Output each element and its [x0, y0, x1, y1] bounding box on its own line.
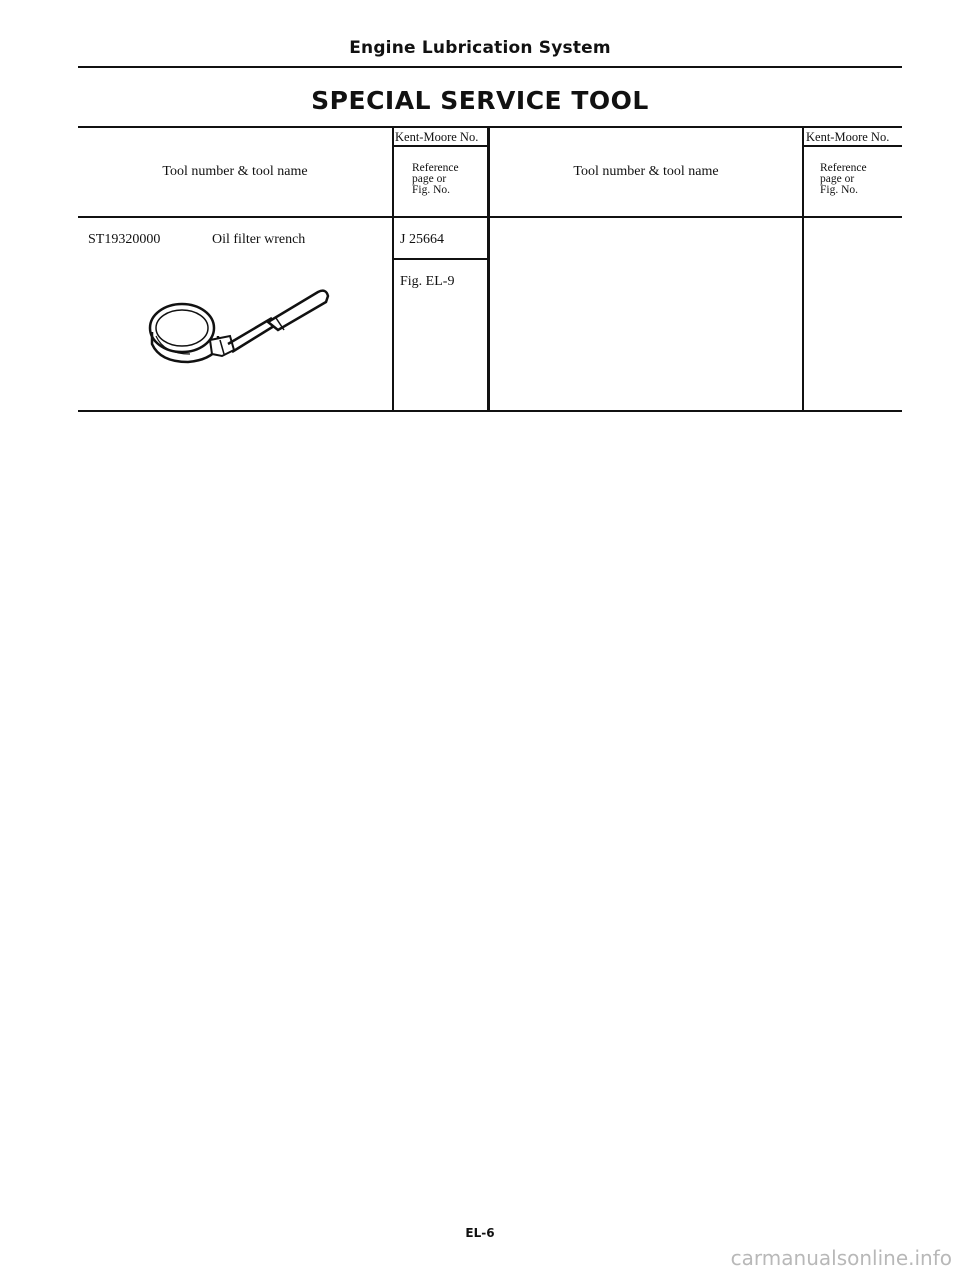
col-header-tool-left: Tool number & tool name	[162, 164, 308, 179]
col-header-ref-right	[820, 163, 867, 196]
col-header-tool-right: Tool number & tool name	[573, 164, 719, 179]
table-bottom-rule	[78, 410, 902, 412]
divider-left-kent	[392, 127, 394, 411]
tool-number: ST19320000	[88, 232, 161, 247]
reference-fig: Fig. EL-9	[400, 274, 455, 289]
kent-sub-rule-left	[392, 145, 488, 147]
header-rule	[78, 66, 902, 68]
ref-line-1: Reference	[412, 162, 459, 174]
ref-line-1: Reference	[820, 162, 867, 174]
oil-filter-wrench-illustration	[140, 282, 340, 378]
table-header-bottom-rule	[78, 216, 902, 218]
ref-line-2: page or	[820, 173, 855, 185]
col-header-ref-left	[412, 163, 459, 196]
page-number: EL-6	[465, 1226, 495, 1240]
kent-sub-rule-right	[802, 145, 902, 147]
tool-name: Oil filter wrench	[212, 232, 306, 247]
watermark: carmanualsonline.info	[730, 1246, 952, 1270]
ref-line-3: Fig. No.	[820, 184, 859, 196]
page-title: SPECIAL SERVICE TOOL	[311, 86, 649, 115]
ref-line-2: page or	[412, 173, 447, 185]
col-header-kent-right: Kent-Moore No.	[806, 130, 890, 144]
divider-right-kent	[802, 127, 804, 411]
section-header: Engine Lubrication System	[349, 38, 611, 58]
col-header-kent-left: Kent-Moore No.	[395, 130, 479, 144]
kent-moore-number: J 25664	[400, 232, 444, 247]
table-top-rule	[78, 126, 902, 128]
ref-line-3: Fig. No.	[412, 184, 451, 196]
row-kent-sub-rule	[392, 258, 488, 260]
